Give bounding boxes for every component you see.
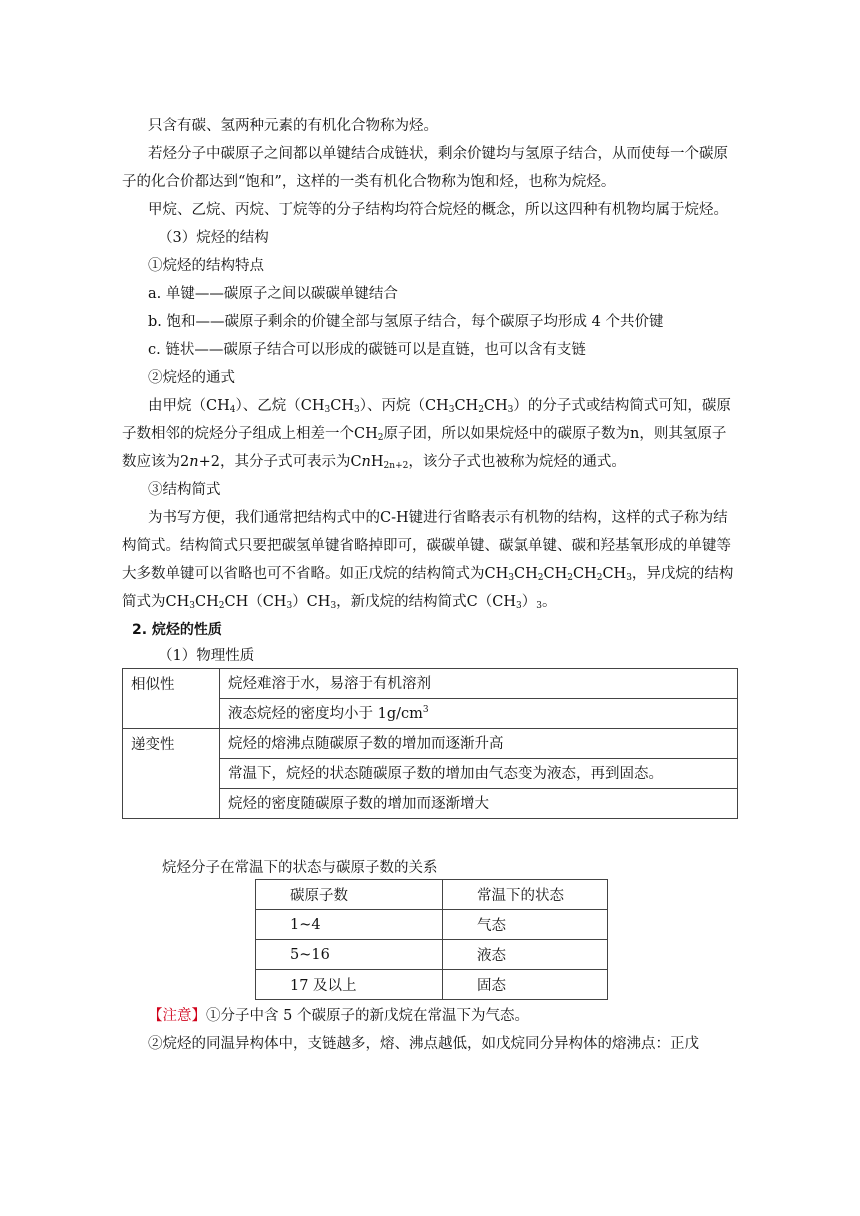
note-label: 【注意】 bbox=[148, 1008, 206, 1024]
feature-chain: c. 链状——碳原子结合可以形成的碳链可以是直链，也可以含有支链 bbox=[148, 342, 586, 358]
table-row bbox=[256, 910, 608, 940]
table-cell: 气态 bbox=[443, 910, 608, 940]
cell-trend-1: 烷烃的熔沸点随碳原子数的增加而逐渐升高 bbox=[220, 729, 738, 759]
heading-structure-features: ①烷烃的结构特点 bbox=[148, 258, 264, 274]
feature-saturated: b. 饱和——碳原子剩余的价键全部与氢原子结合，每个碳原子均形成 4 个共价键 bbox=[148, 314, 664, 330]
table-cell: 液态 bbox=[443, 940, 608, 970]
table-row bbox=[256, 940, 608, 970]
document-content bbox=[122, 112, 738, 1058]
paragraph-alkane-examples: 甲烷、乙烷、丙烷、丁烷等的分子结构均符合烷烃的概念，所以这四种有机物均属于烷烃。 bbox=[148, 202, 728, 218]
cell-trend-3: 烷烃的密度随碳原子数的增加而逐渐增大 bbox=[220, 789, 738, 819]
note-1: 【注意】①分子中含 5 个碳原子的新戊烷在常温下为气态。 bbox=[148, 1008, 529, 1024]
table-cell: 17 及以上 bbox=[256, 970, 443, 1000]
table-cell: 固态 bbox=[443, 970, 608, 1000]
heading-general-formula: ②烷烃的通式 bbox=[148, 370, 235, 386]
table-header-row bbox=[256, 880, 608, 910]
heading-physical-properties: （1）物理性质 bbox=[158, 648, 255, 664]
table-row bbox=[123, 729, 738, 759]
feature-single-bond: a. 单键——碳原子之间以碳碳单键结合 bbox=[148, 286, 398, 302]
label-similarity: 相似性 bbox=[123, 669, 220, 729]
label-gradation: 递变性 bbox=[123, 729, 220, 819]
table-row bbox=[123, 669, 738, 699]
state-table bbox=[255, 879, 608, 1000]
table-cell: 1~4 bbox=[256, 910, 443, 940]
cell-similar-1: 烷烃难溶于水，易溶于有机溶剂 bbox=[220, 669, 738, 699]
paragraph-structural-formula: 为书写方便，我们通常把结构式中的C-H键进行省略表示有机物的结构，这样的式子称为结构简式。结构简式只要把碳氢单键省略掉即可，碳碳单键、碳氯单键、碳和羟基氧形成的单键等大多数单键可以省略也可不省略。如正戊烷的结构简式为$CH_3CH_2CH_2CH_2CH_3$，异戊烷的结构简式为$CH_3CH_2CH(CH_3)CH_3$，新戊烷的结构简式$C(CH_3)_3$。 bbox=[122, 510, 734, 611]
heading-alkane-properties: 2. 烷烃的性质 bbox=[132, 622, 222, 638]
paragraph-general-formula: 由甲烷$(CH_4)$、乙烷$(CH_3CH_3)$、丙烷$(CH_3CH_2CH_3)$的分子式或结构简式可知，碳原子数相邻的烷烃分子组成上相差一个$CH_2$原子团，所以如果烷烃中的碳原子数为n，则其氢原子数应该为2n+2，其分子式可表示为CnH$_{2n+2}$，该分子式也被称为烷烃的通式。 bbox=[122, 398, 731, 471]
column-header: 常温下的状态 bbox=[443, 880, 608, 910]
table-row bbox=[256, 970, 608, 1000]
cell-trend-2: 常温下，烷烃的状态随碳原子数的增加由气态变为液态，再到固态。 bbox=[220, 759, 738, 789]
paragraph-hydrocarbon-def: 只含有碳、氢两种元素的有机化合物称为烃。 bbox=[148, 118, 438, 134]
heading-alkane-structure: （3）烷烃的结构 bbox=[158, 230, 269, 246]
table-cell: 5~16 bbox=[256, 940, 443, 970]
cell-similar-2: 液态烷烃的密度均小于 $1g/cm^3$ bbox=[220, 699, 738, 729]
physical-properties-table bbox=[122, 668, 738, 819]
note-2: ②烷烃的同温异构体中，支链越多，熔、沸点越低，如戊烷同分异构体的熔沸点：正戊 bbox=[148, 1036, 699, 1052]
paragraph-alkane-def: 若烃分子中碳原子之间都以单键结合成链状，剩余价键均与氢原子结合，从而使每一个碳原子的化合价都达到“饱和”，这样的一类有机化合物称为饱和烃，也称为烷烃。 bbox=[122, 146, 728, 190]
heading-structural-formula: ③结构简式 bbox=[148, 482, 221, 498]
column-header: 碳原子数 bbox=[256, 880, 443, 910]
state-table-caption: 烷烃分子在常温下的状态与碳原子数的关系 bbox=[162, 860, 438, 876]
